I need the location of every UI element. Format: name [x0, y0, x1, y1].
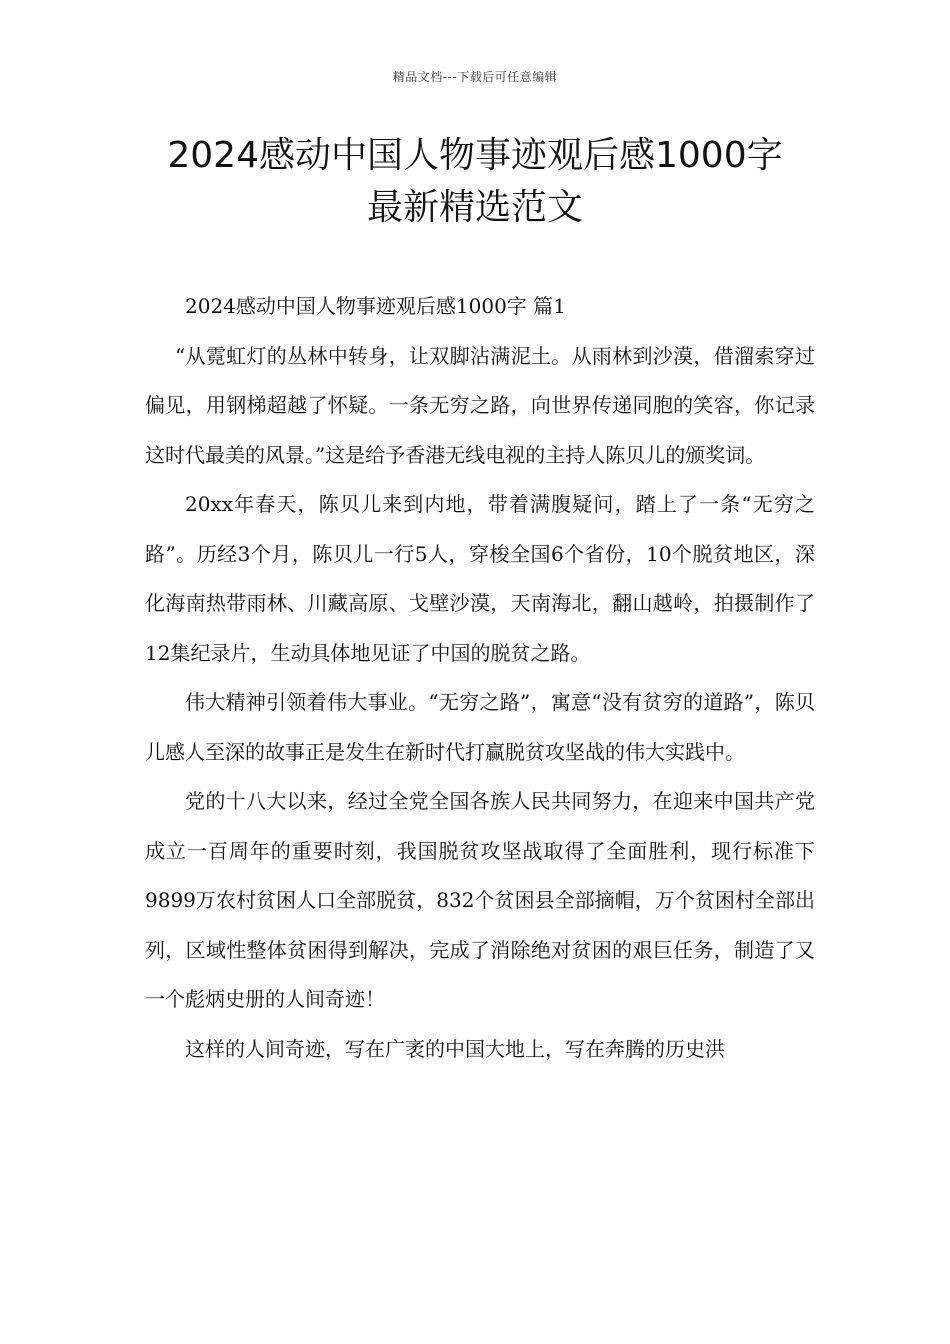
paragraph: “从霓虹灯的丛林中转身，让双脚沾满泥土。从雨林到沙漠，借溜索穿过偏见，用钢梯超越了怀疑。一条无穷之路，向世界传递同胞的笑容，你记录这时代最美的风景。”这是给予香港无线电视的主持人陈贝儿的颁奖词。 — [145, 343, 815, 467]
paragraph: 这样的人间奇迹，写在广袤的中国大地上，写在奔腾的历史洪 — [185, 1036, 725, 1061]
title-line-2: 最新精选范文 — [366, 187, 583, 228]
document-body — [145, 282, 815, 1074]
section-heading: 2024感动中国人物事迹观后感1000字 篇1 — [185, 294, 566, 318]
paragraph: 伟大精神引领着伟大事业。“无穷之路”，寓意“没有贫穷的道路”，陈贝儿感人至深的故事正是发生在新时代打赢脱贫攻坚战的伟大实践中。 — [145, 690, 815, 764]
paragraph: 20xx年春天，陈贝儿来到内地，带着满腹疑问，踏上了一条“无穷之路”。历经3个月，陈贝儿一行5人，穿梭全国6个省份，10个脱贫地区，深化海南热带雨林、川藏高原、戈壁沙漠，天南海北，翻山越岭，拍摄制作了12集纪录片，生动具体地见证了中国的脱贫之路。 — [145, 492, 815, 665]
document-title — [120, 130, 830, 234]
paragraph: 党的十八大以来，经过全党全国各族人民共同努力，在迎来中国共产党成立一百周年的重要时刻，我国脱贫攻坚战取得了全面胜利，现行标准下9899万农村贫困人口全部脱贫，832个贫困县全部摘帽，万个贫困村全部出列，区域性整体贫困得到解决，完成了消除绝对贫困的艰巨任务，制造了又一个彪炳史册的人间奇迹！ — [145, 789, 815, 1011]
title-line-1: 2024感动中国人物事迹观后感1000字 — [167, 135, 783, 176]
header-note: 精品文档---下载后可任意编辑 — [392, 70, 558, 84]
